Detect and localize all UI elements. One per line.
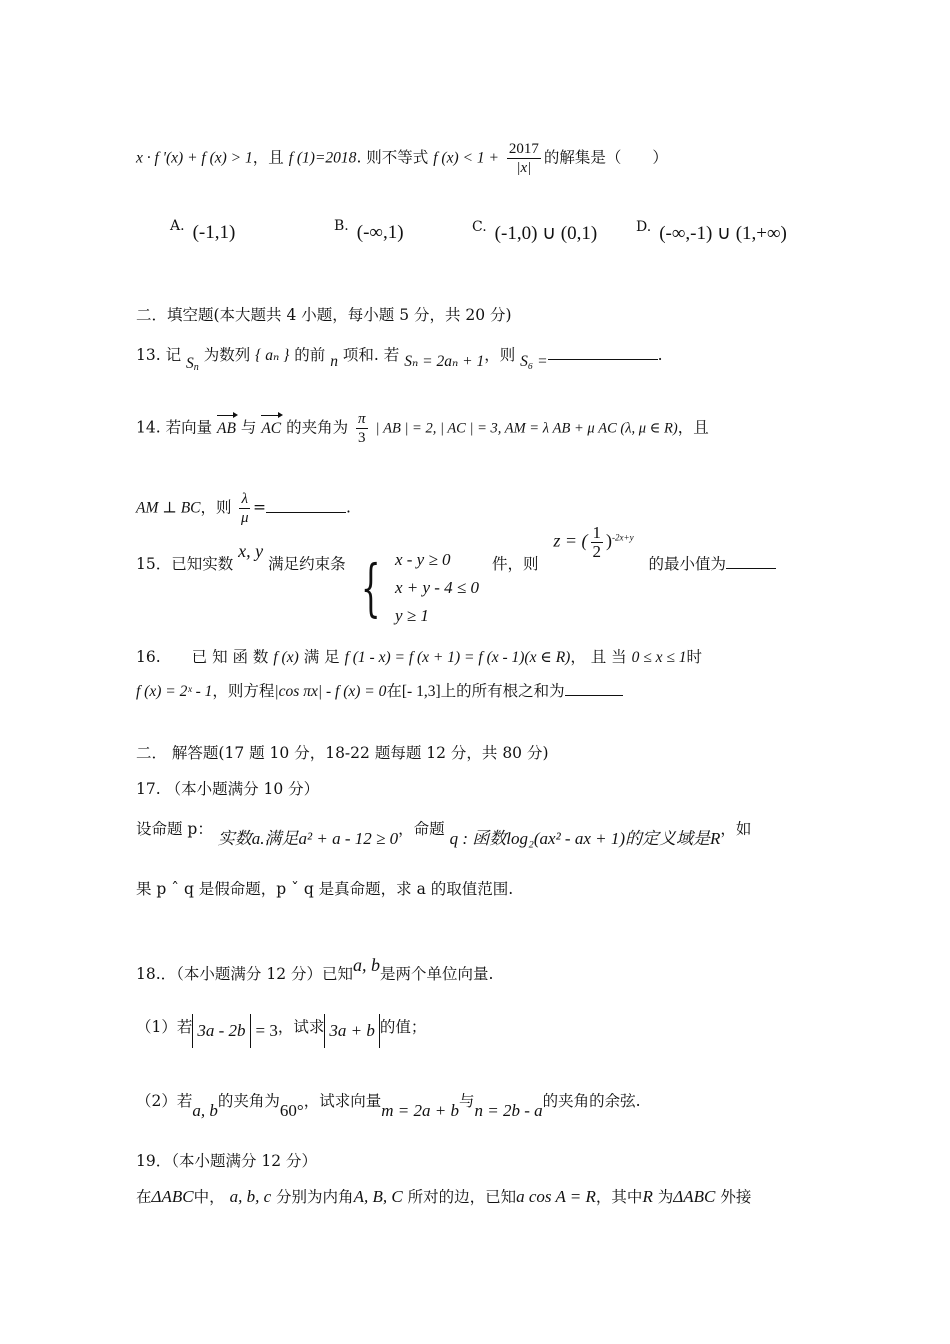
- q13: 13. 记 $S_n$ 为数列 { aₙ } 的前 n 项和. 若 Sₙ = 2aₙ + 1，则 S₆ = .: [136, 346, 663, 373]
- q14-ratio-fraction: $\frac{\lambda}{\mu}$: [240, 491, 249, 526]
- q18-part1: （1）若 3a - 2b = 3，试求 3a + b 的值；: [136, 1014, 826, 1048]
- q13-answer-blank[interactable]: [548, 359, 658, 360]
- q15-answer-blank[interactable]: [726, 568, 776, 569]
- q12-option-c[interactable]: C. (-1,0) ∪ (0,1): [472, 219, 598, 244]
- q12-cond2: f (1)=2018: [288, 149, 357, 167]
- q19-line1: 在ΔABC中， a, b, c 分别为内角A, B, C 所对的边，已知a cos A = R，其中R 为ΔABC 外接: [136, 1187, 752, 1206]
- q12-cond1: x · f '(x) + f (x) > 1: [136, 149, 253, 167]
- q18-head: 18.．（本小题满分 12 分）已知a, b是两个单位向量.: [136, 955, 494, 983]
- q15-brace: {: [360, 551, 381, 624]
- q14-line2: AM ⊥ BC，则 $\frac{\lambda}{\mu}$ = .: [136, 491, 351, 526]
- q12-stem: x · f '(x) + f (x) > 1，且 f (1)=2018. 则不等式 f (x) < 1 + $\frac{2017}{|x|}$ 的解集是（ ）: [136, 141, 668, 176]
- q16-answer-blank[interactable]: [565, 695, 623, 696]
- q14-line1: 14. 若向量 AB 与 AC 的夹角为 $\frac{\pi}{3}$ | AB | = 2, | AC | = 3, AM = λ AB + μ AC (λ, μ ∈ R)，且: [136, 411, 709, 446]
- q15: 15．已知实数 x, y 满足约束条 { x - y ≥ 0 x + y - 4 ≤ 0 y ≥ 1 件，则 z = ( $\frac{1}{2}$ )$^{-2x+y}$ 的最小值为: [136, 556, 826, 646]
- q12-option-b[interactable]: B. (-∞,1): [334, 218, 404, 243]
- q19-head: 19．（本小题满分 12 分）: [136, 1152, 318, 1170]
- q12-ineq: f (x) < 1 +: [433, 149, 499, 167]
- q17-head: 17. （本小题满分 10 分）: [136, 780, 320, 798]
- q16-line1: 16. 已 知 函 数 f (x) 满 足 f (1 - x) = f (x + 1) = f (x - 1)(x ∈ R)， 且 当 0 ≤ x ≤ 1时: [136, 648, 703, 666]
- q12-option-d[interactable]: D. (-∞,-1) ∪ (1,+∞): [636, 219, 787, 244]
- q15-objective: z = ( $\frac{1}{2}$ )$^{-2x+y}$: [553, 523, 634, 561]
- q15-constraints: x - y ≥ 0 x + y - 4 ≤ 0 y ≥ 1: [394, 550, 479, 625]
- q18-part2: （2）若a, b的夹角为60°，试求向量m = 2a + b与n = 2b - a的夹角的余弦.: [136, 1092, 641, 1120]
- q12-option-a[interactable]: A. (-1,1): [170, 218, 236, 243]
- section-solve-title: 二． 解答题(17 题 10 分，18-22 题每题 12 分，共 80 分): [136, 744, 549, 762]
- q17-line1: 设命题 p： 实数a.满足a² + a - 12 ≥ 0，命题 q : 函数log₂(ax² - ax + 1)的定义域是R，如: [136, 820, 752, 848]
- q17-line2: 果 p ˆ q 是假命题，p ˇ q 是真命题，求 a 的取值范围.: [136, 880, 514, 898]
- q12-fraction: $\frac{2017}{|x|}$: [508, 141, 539, 176]
- q16-line2: f (x) = 2ˣ - 1，则方程|cos πx| - f (x) = 0在[- 1,3]上的所有根之和为: [136, 680, 826, 703]
- q14-answer-blank[interactable]: [266, 512, 346, 513]
- section-fill-in-title: 二．填空题(本大题共 4 小题，每小题 5 分，共 20 分): [136, 306, 512, 324]
- q14-angle-fraction: $\frac{\pi}{3}$: [358, 411, 366, 446]
